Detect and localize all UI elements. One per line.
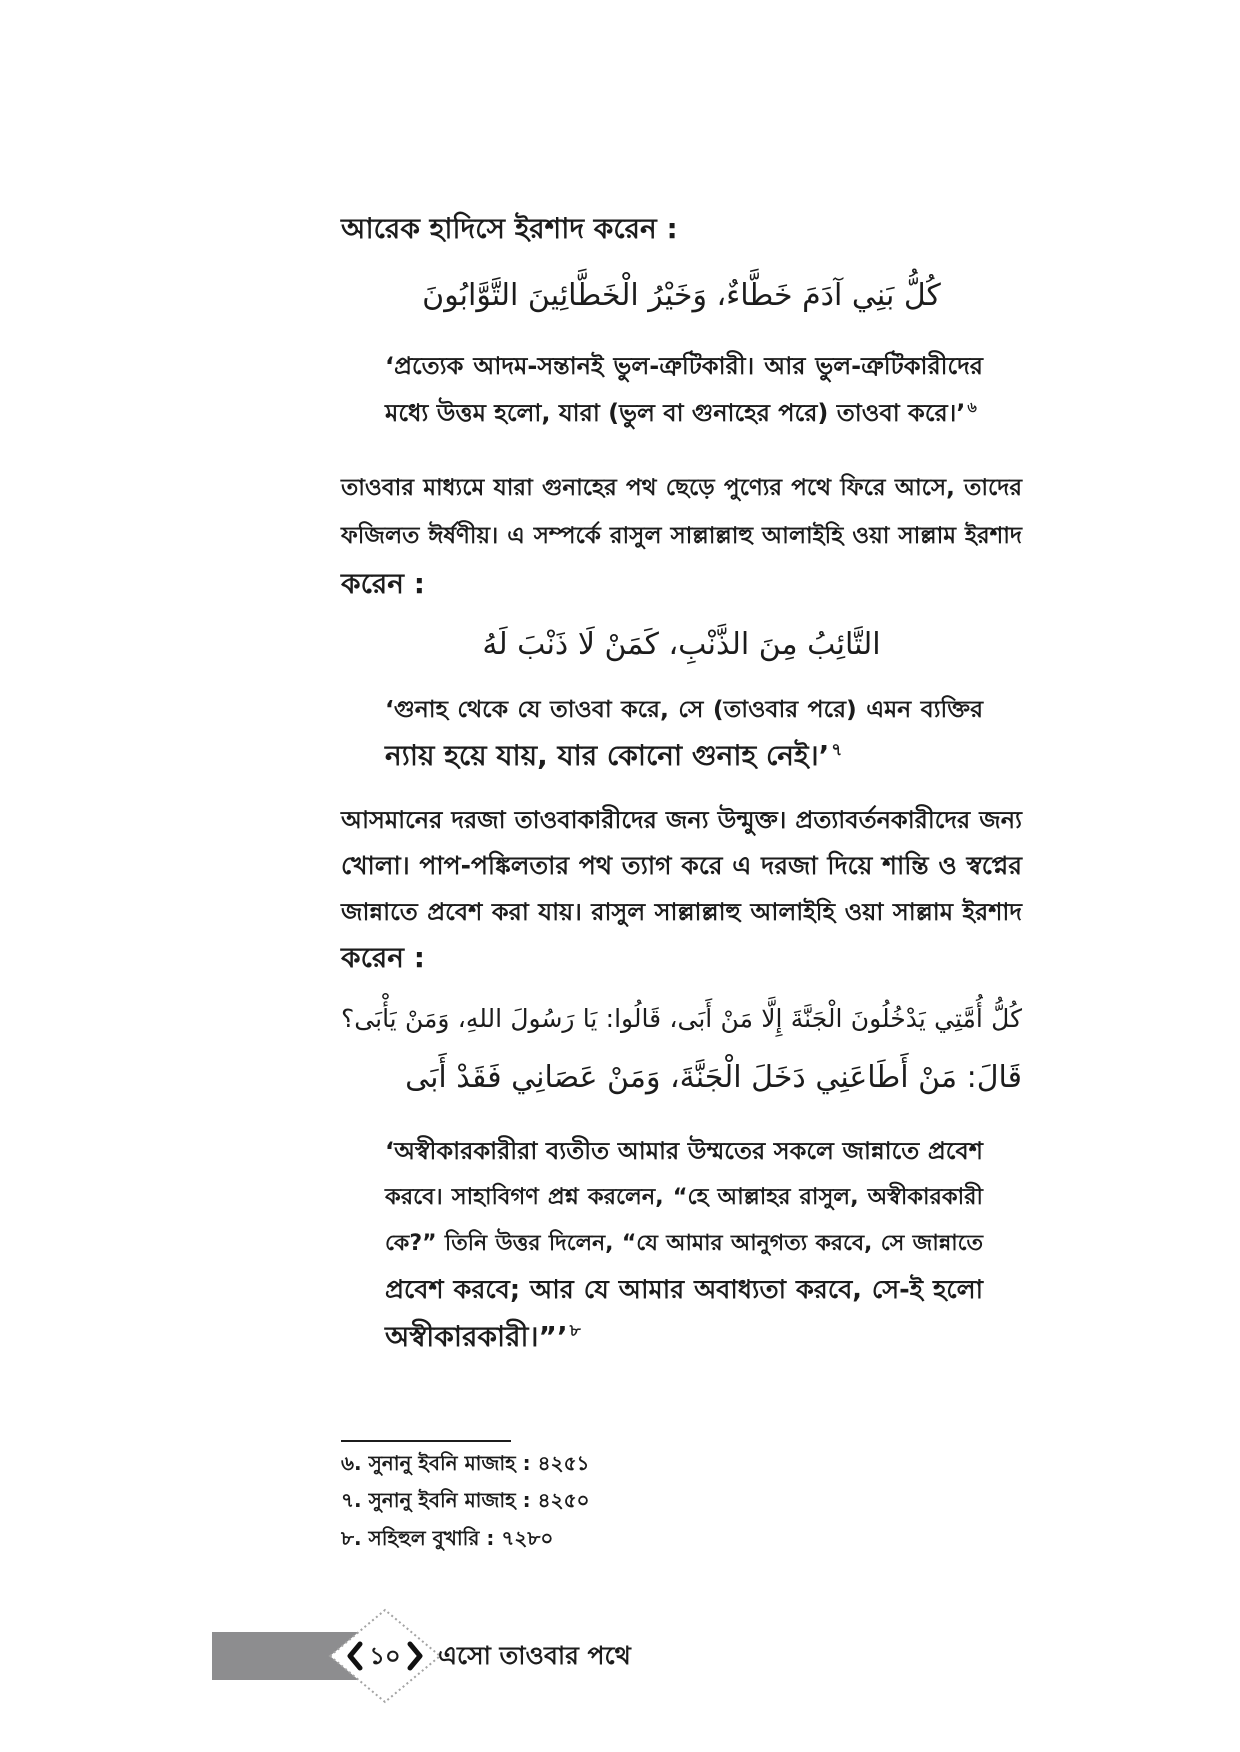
book-title: এসো তাওবার পথে: [438, 1641, 631, 1670]
footnote-ref-7: ৭: [831, 738, 843, 759]
hadith-1-translation-line: [385, 390, 983, 436]
page-number: ১০: [369, 1642, 401, 1670]
footnote-item: ৭. সুনানু ইবনি মাজাহ : ৪২৫০: [341, 1488, 590, 1512]
intro-line: আরেক হাদিসে ইরশাদ করেন :: [341, 212, 678, 245]
hadith-3-translation-line: ‘অস্বীকারকারীরা ব্যতীত আমার উম্মতের সকলে জান্নাতে প্রবেশ: [385, 1137, 983, 1165]
paragraph-line: আসমানের দরজা তাওবাকারীদের জন্য উন্মুক্ত। প্রত্যাবর্তনকারীদের জন্য: [341, 806, 1022, 834]
hadith-2-translation-line: [385, 733, 983, 779]
footnote-ref-8: ৮: [569, 1319, 581, 1340]
paragraph-line: জান্নাতে প্রবেশ করা যায়। রাসুল সাল্লাল্লাহু আলাইহি ওয়া সাল্লাম ইরশাদ: [341, 898, 1022, 926]
hadith-3-arabic-line: قَالَ: مَنْ أَطَاعَنِي دَخَلَ الْجَنَّةَ، وَمَنْ عَصَانِي فَقَدْ أَبَى: [405, 1060, 1022, 1095]
hadith-2-translation-text: ন্যায় হয়ে যায়, যার কোনো গুনাহ নেই।’: [385, 739, 830, 772]
hadith-3-translation-text: অস্বীকারকারী।”’: [385, 1320, 568, 1353]
paragraph-line: ফজিলত ঈর্ষণীয়। এ সম্পর্কে রাসুল সাল্লাল্লাহু আলাইহি ওয়া সাল্লাম ইরশাদ: [341, 523, 1022, 549]
hadith-3-translation-line: করবে। সাহাবিগণ প্রশ্ন করলেন, “হে আল্লাহর রাসুল, অস্বীকারকারী: [385, 1184, 983, 1210]
paragraph-line: করেন :: [341, 941, 425, 974]
footnote-item: ৮. সহিহুল বুখারি : ৭২৮০: [341, 1526, 554, 1550]
paragraph-line: খোলা। পাপ-পঙ্কিলতার পথ ত্যাগ করে এ দরজা দিয়ে শান্তি ও স্বপ্নের: [341, 851, 1022, 880]
footnote-divider: [341, 1440, 511, 1442]
hadith-1-translation-line: ‘প্রত্যেক আদম-সন্তানই ভুল-ত্রুটিকারী। আর ভুল-ত্রুটিকারীদের: [385, 352, 983, 380]
hadith-1-translation-text: মধ্যে উত্তম হলো, যারা (ভুল বা গুনাহের পরে) তাওবা করে।’: [385, 399, 966, 427]
hadith-2-translation-line: ‘গুনাহ থেকে যে তাওবা করে, সে (তাওবার পরে) এমন ব্যক্তির: [385, 695, 983, 723]
hadith-3-arabic-line: كُلُّ أُمَّتِي يَدْخُلُونَ الْجَنَّةَ إِلَّا مَنْ أَبَى، قَالُوا: يَا رَسُولَ اللهِ، وَمَنْ يَأْبَى؟: [341, 1004, 1022, 1033]
paragraph-line: তাওবার মাধ্যমে যারা গুনাহের পথ ছেড়ে পুণ্যের পথে ফিরে আসে, তাদের: [341, 475, 1022, 501]
hadith-1-arabic: كُلُّ بَنِي آدَمَ خَطَّاءٌ، وَخَيْرُ الْخَطَّائِينَ التَّوَّابُونَ: [422, 278, 941, 313]
hadith-3-translation-line: প্রবেশ করবে; আর যে আমার অবাধ্যতা করবে, সে-ই হলো: [385, 1275, 983, 1305]
hadith-3-translation-line: [385, 1314, 983, 1360]
paragraph-line: করেন :: [341, 567, 425, 600]
hadith-3-translation-line: কে?” তিনি উত্তর দিলেন, “যে আমার আনুগত্য করবে, সে জান্নাতে: [385, 1231, 983, 1256]
hadith-2-arabic: التَّائِبُ مِنَ الذَّنْبِ، كَمَنْ لَا ذَنْبَ لَهُ: [482, 627, 881, 662]
footnote-ref-6: ৬: [967, 400, 977, 416]
footnote-item: ৬. সুনানু ইবনি মাজাহ : ৪২৫১: [341, 1451, 590, 1475]
